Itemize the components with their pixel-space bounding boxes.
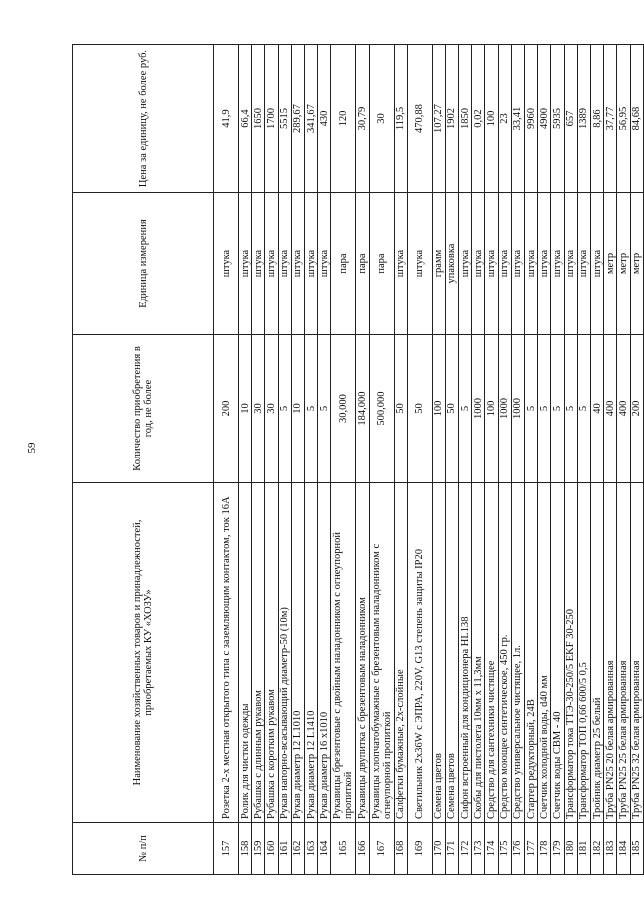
cell-unit: метр — [617, 193, 630, 335]
table-row — [278, 45, 291, 875]
table-row — [564, 45, 577, 875]
cell-name: Счетчик холодной воды, d40 мм — [538, 483, 551, 823]
cell-num: 164 — [318, 823, 331, 875]
table-row — [356, 45, 369, 875]
cell-name: Семена цветов — [432, 483, 445, 823]
cell-unit: штука — [291, 193, 304, 335]
cell-unit: штука — [214, 193, 239, 335]
header-row — [73, 45, 214, 875]
cell-num: 160 — [265, 823, 278, 875]
cell-num: 171 — [445, 823, 458, 875]
table-body — [214, 45, 644, 875]
cell-name: Труба PN25 32 белая армированная — [630, 483, 643, 823]
table-row — [459, 45, 472, 875]
cell-price: 5515 — [278, 45, 291, 193]
table-row — [551, 45, 564, 875]
cell-price: 1700 — [265, 45, 278, 193]
cell-price: 430 — [318, 45, 331, 193]
cell-num: 183 — [604, 823, 617, 875]
cell-unit: штука — [511, 193, 524, 335]
page-number: 59 — [26, 442, 38, 454]
table-row — [432, 45, 445, 875]
cell-name: Средство моющее синтетическое, 450 гр. — [498, 483, 511, 823]
cell-num: 168 — [394, 823, 407, 875]
header-num: № п/п — [73, 823, 214, 875]
cell-num: 158 — [239, 823, 252, 875]
cell-name: Розетка 2-х местная открытого типа с заземляющим контактом, ток 16А — [214, 483, 239, 823]
cell-unit: штука — [590, 193, 603, 335]
cell-unit: штука — [278, 193, 291, 335]
table-row — [369, 45, 394, 875]
cell-name: Труба PN25 25 белая армированная — [617, 483, 630, 823]
cell-qty: 200 — [630, 335, 643, 483]
cell-name: Ролик для чистки одежды — [239, 483, 252, 823]
cell-qty: 1000 — [472, 335, 485, 483]
table-row — [604, 45, 617, 875]
cell-price: 37,77 — [604, 45, 617, 193]
cell-unit: штука — [525, 193, 538, 335]
cell-name: Салфетки бумажные, 2х-слойные — [394, 483, 407, 823]
cell-name: Счетчик воды СВМ - 40 — [551, 483, 564, 823]
cell-num: 181 — [577, 823, 590, 875]
cell-name: Рукавицы брезентовые с двойным наладонником с огнеупорной пропиткой — [331, 483, 356, 823]
cell-qty: 50 — [407, 335, 432, 483]
cell-unit: упаковка — [445, 193, 458, 335]
table-row — [445, 45, 458, 875]
cell-unit: пара — [356, 193, 369, 335]
cell-unit: штука — [551, 193, 564, 335]
cell-name: Рукавицы хлопчатобумажные с брезентовым наладонником с огнеупорной пропиткой — [369, 483, 394, 823]
cell-qty: 5 — [538, 335, 551, 483]
cell-unit: штука — [577, 193, 590, 335]
cell-unit: штука — [304, 193, 317, 335]
cell-num: 165 — [331, 823, 356, 875]
cell-qty: 5 — [564, 335, 577, 483]
cell-price: 30 — [369, 45, 394, 193]
cell-num: 166 — [356, 823, 369, 875]
cell-price: 1650 — [252, 45, 265, 193]
cell-name: Стартер редукторный, 24В — [525, 483, 538, 823]
cell-num: 177 — [525, 823, 538, 875]
cell-qty: 100 — [485, 335, 498, 483]
cell-num: 169 — [407, 823, 432, 875]
cell-name: Светильник 2х36W с ЭПРА, 220V, G13 степень защиты IP20 — [407, 483, 432, 823]
cell-name: Средство универсальное чистящее, 1л. — [511, 483, 524, 823]
cell-price: 119,5 — [394, 45, 407, 193]
cell-unit: штука — [564, 193, 577, 335]
cell-price: 41,9 — [214, 45, 239, 193]
cell-qty: 30,000 — [331, 335, 356, 483]
cell-unit: штука — [239, 193, 252, 335]
table-row — [485, 45, 498, 875]
table-row — [511, 45, 524, 875]
cell-unit: штука — [252, 193, 265, 335]
cell-price: 4900 — [538, 45, 551, 193]
header-unit: Единица измерения — [73, 193, 214, 335]
cell-unit: штука — [538, 193, 551, 335]
cell-name: Рукав диаметр 12 L1410 — [304, 483, 317, 823]
table-row — [630, 45, 643, 875]
cell-qty: 10 — [291, 335, 304, 483]
cell-num: 162 — [291, 823, 304, 875]
table-row — [214, 45, 239, 875]
cell-unit: штука — [407, 193, 432, 335]
cell-price: 657 — [564, 45, 577, 193]
cell-price: 8,86 — [590, 45, 603, 193]
cell-qty: 5 — [304, 335, 317, 483]
cell-price: 1902 — [445, 45, 458, 193]
cell-price: 5935 — [551, 45, 564, 193]
cell-qty: 184,000 — [356, 335, 369, 483]
cell-num: 173 — [472, 823, 485, 875]
cell-num: 182 — [590, 823, 603, 875]
cell-unit: штука — [472, 193, 485, 335]
cell-num: 172 — [459, 823, 472, 875]
cell-unit: штука — [498, 193, 511, 335]
cell-qty: 50 — [445, 335, 458, 483]
cell-qty: 1000 — [511, 335, 524, 483]
cell-qty: 10 — [239, 335, 252, 483]
cell-num: 180 — [564, 823, 577, 875]
table-row — [577, 45, 590, 875]
cell-price: 289,67 — [291, 45, 304, 193]
cell-qty: 5 — [318, 335, 331, 483]
cell-unit: штука — [318, 193, 331, 335]
cell-price: 30,79 — [356, 45, 369, 193]
cell-unit: грамм — [432, 193, 445, 335]
cell-num: 167 — [369, 823, 394, 875]
cell-num: 178 — [538, 823, 551, 875]
cell-qty: 100 — [432, 335, 445, 483]
table-row — [407, 45, 432, 875]
cell-price: 66,4 — [239, 45, 252, 193]
cell-price: 23 — [498, 45, 511, 193]
cell-name: Рубашка с длинным рукавом — [252, 483, 265, 823]
cell-price: 1850 — [459, 45, 472, 193]
cell-num: 157 — [214, 823, 239, 875]
cell-num: 179 — [551, 823, 564, 875]
cell-unit: метр — [630, 193, 643, 335]
cell-qty: 30 — [252, 335, 265, 483]
table-row — [498, 45, 511, 875]
cell-name: Рукавицы двупитка с брезентовым наладонником — [356, 483, 369, 823]
table-row — [617, 45, 630, 875]
goods-table — [72, 44, 644, 875]
cell-price: 9960 — [525, 45, 538, 193]
cell-num: 163 — [304, 823, 317, 875]
cell-name: Рукав напорно-всасывающий диаметр-50 (10м) — [278, 483, 291, 823]
cell-name: Сифон встроенный для кондиционера HL138 — [459, 483, 472, 823]
cell-name: Скобы для пистолета 10мм х 11,3мм — [472, 483, 485, 823]
table-row — [252, 45, 265, 875]
cell-qty: 30 — [265, 335, 278, 483]
cell-qty: 500,000 — [369, 335, 394, 483]
cell-num: 175 — [498, 823, 511, 875]
cell-qty: 400 — [617, 335, 630, 483]
header-name: Наименование хозяйственных товаров и принадлежностей, приобретаемых КУ «ХОЗУ» — [73, 483, 214, 823]
cell-price: 470,88 — [407, 45, 432, 193]
table-row — [472, 45, 485, 875]
cell-name: Рубашка с коротким рукавом — [265, 483, 278, 823]
table-row — [590, 45, 603, 875]
cell-name: Тройник диаметр 25 белый — [590, 483, 603, 823]
table-row — [525, 45, 538, 875]
table-row — [291, 45, 304, 875]
table-row — [394, 45, 407, 875]
table-row — [331, 45, 356, 875]
cell-qty: 40 — [590, 335, 603, 483]
cell-qty: 5 — [278, 335, 291, 483]
cell-price: 341,67 — [304, 45, 317, 193]
table-row — [304, 45, 317, 875]
cell-num: 170 — [432, 823, 445, 875]
cell-price: 107,27 — [432, 45, 445, 193]
table-row — [239, 45, 252, 875]
cell-name: Трансформатор тока ТТЭ-30-250/5 EKF 30-250 — [564, 483, 577, 823]
cell-price: 120 — [331, 45, 356, 193]
cell-qty: 50 — [394, 335, 407, 483]
cell-name: Средство для сантехники чистящее — [485, 483, 498, 823]
rotated-table-container — [72, 45, 643, 875]
cell-qty: 5 — [577, 335, 590, 483]
table-row — [318, 45, 331, 875]
cell-qty: 1000 — [498, 335, 511, 483]
cell-name: Труба PN25 20 белая армированная — [604, 483, 617, 823]
cell-unit: штука — [459, 193, 472, 335]
cell-price: 56,95 — [617, 45, 630, 193]
table-row — [265, 45, 278, 875]
cell-name: Рукав диаметр 12 L1010 — [291, 483, 304, 823]
cell-price: 1389 — [577, 45, 590, 193]
cell-price: 33,41 — [511, 45, 524, 193]
cell-unit: штука — [394, 193, 407, 335]
cell-price: 100 — [485, 45, 498, 193]
cell-price: 84,68 — [630, 45, 643, 193]
cell-num: 184 — [617, 823, 630, 875]
cell-unit: метр — [604, 193, 617, 335]
cell-name: Семена цветов — [445, 483, 458, 823]
cell-name: Рукав диаметр 16 x1010 — [318, 483, 331, 823]
cell-qty: 400 — [604, 335, 617, 483]
cell-qty: 5 — [459, 335, 472, 483]
cell-unit: штука — [485, 193, 498, 335]
cell-price: 0,02 — [472, 45, 485, 193]
cell-unit: штука — [265, 193, 278, 335]
cell-qty: 5 — [525, 335, 538, 483]
cell-num: 185 — [630, 823, 643, 875]
cell-num: 176 — [511, 823, 524, 875]
cell-unit: пара — [369, 193, 394, 335]
cell-num: 161 — [278, 823, 291, 875]
cell-num: 174 — [485, 823, 498, 875]
header-qty: Количество приобретения в год, не более — [73, 335, 214, 483]
cell-num: 159 — [252, 823, 265, 875]
cell-qty: 200 — [214, 335, 239, 483]
cell-qty: 5 — [551, 335, 564, 483]
table-row — [538, 45, 551, 875]
cell-unit: пара — [331, 193, 356, 335]
header-price: Цена за единицу, не более руб. — [73, 45, 214, 193]
cell-name: Трансформатор ТОП 0,66 600/5 0,5 — [577, 483, 590, 823]
